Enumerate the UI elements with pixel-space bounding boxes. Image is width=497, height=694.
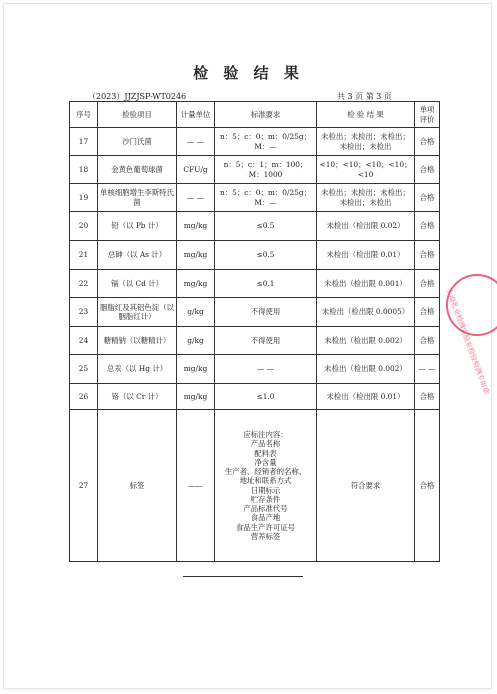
header-evaluation: 单项评价	[415, 102, 440, 128]
cell-item: 总砷（以 As 计）	[98, 241, 177, 270]
cell-result: 符合要求	[317, 410, 415, 562]
cell-no: 25	[70, 355, 98, 384]
cell-requirement: 不得使用	[215, 327, 317, 355]
cell-evaluation: 合格	[415, 384, 440, 410]
table-row	[70, 327, 440, 355]
cell-item: 铅（以 Pb 计）	[98, 212, 177, 241]
cell-requirement: n：5；c：0；m：0/25g；M：—	[215, 184, 317, 212]
cell-evaluation: 合格	[415, 298, 440, 327]
cell-item: 镉（以 Cd 计）	[98, 270, 177, 298]
table-row	[70, 156, 440, 184]
requirement-line: 贮存条件	[250, 494, 281, 504]
cell-evaluation: 合格	[415, 327, 440, 355]
table-row	[70, 128, 440, 156]
cell-evaluation: 合格	[415, 410, 440, 562]
cell-no: 18	[70, 156, 98, 184]
cell-requirement: n：5；c：0；m：0/25g；M：—	[215, 128, 317, 156]
cell-item: 标签	[98, 410, 177, 562]
seal-text: 上海乳业检测实验室检验检测专用章	[444, 287, 491, 396]
end-rule	[183, 576, 303, 577]
cell-requirement: ≤0.5	[215, 212, 317, 241]
cell-evaluation: — —	[415, 355, 440, 384]
header-no: 序号	[70, 102, 98, 128]
header-result: 检 验 结 果	[317, 102, 415, 128]
requirement-line: 净含量	[254, 457, 277, 467]
page-title: 检 验 结 果	[193, 64, 304, 82]
cell-result: <10；<10；<10；<10；<10	[317, 156, 415, 184]
table-header-row	[70, 102, 440, 128]
requirement-line: 食品产地	[250, 513, 281, 523]
cell-requirement: 不得使用	[215, 298, 317, 327]
header-requirement: 标准要求	[215, 102, 317, 128]
cell-evaluation: 合格	[415, 184, 440, 212]
cell-no: 24	[70, 327, 98, 355]
cell-requirement: ≤0.5	[215, 241, 317, 270]
cell-requirement: ≤0.1	[215, 270, 317, 298]
header-unit: 计量单位	[177, 102, 215, 128]
cell-result: 未检出（检出限 0.002）	[317, 355, 415, 384]
cell-evaluation: 合格	[415, 128, 440, 156]
cell-unit: mg/kg	[177, 212, 215, 241]
cell-result: 未检出（检出限 0.01）	[317, 241, 415, 270]
requirement-line: 配料表	[254, 448, 277, 458]
cell-evaluation: 合格	[415, 241, 440, 270]
table-row	[70, 410, 440, 562]
table-row	[70, 241, 440, 270]
cell-result: 未检出（检出限 0.0005）	[317, 298, 415, 327]
cell-evaluation: 合格	[415, 212, 440, 241]
table-row	[70, 184, 440, 212]
cell-item: 沙门氏菌	[98, 128, 177, 156]
cell-result: 未检出；未检出；未检出；未检出；未检出	[317, 128, 415, 156]
cell-item: 铬（以 Cr 计）	[98, 384, 177, 410]
cell-item: 胭脂红及其铝色淀（以胭脂红计）	[98, 298, 177, 327]
cell-result: 未检出（检出限 0.001）	[317, 270, 415, 298]
requirement-line: 产品标准代号	[243, 504, 288, 513]
cell-requirement: ≤1.0	[215, 384, 317, 410]
requirement-line: 地址和联系方式	[239, 476, 292, 486]
requirement-line: 食品生产许可证号	[235, 522, 296, 532]
page-info: 共 3 页 第 3 页	[337, 92, 392, 101]
header-item: 检验项目	[98, 102, 177, 128]
cell-no: 20	[70, 212, 98, 241]
cell-unit: mg/kg	[177, 241, 215, 270]
cell-evaluation: 合格	[415, 156, 440, 184]
cell-unit: mg/kg	[177, 270, 215, 298]
cell-requirement-list	[215, 410, 317, 562]
cell-item: 单核细胞增生李斯特氏菌	[98, 184, 177, 212]
report-number: （2023）JJZJSP-WT0246	[88, 92, 187, 101]
table-row	[70, 298, 440, 327]
cell-no: 17	[70, 128, 98, 156]
table-row	[70, 384, 440, 410]
cell-item: 总汞（以 Hg 计）	[98, 355, 177, 384]
cell-no: 27	[70, 410, 98, 562]
requirement-line: 生产者、经销者的名称、	[224, 467, 307, 476]
cell-no: 26	[70, 384, 98, 410]
cell-evaluation: 合格	[415, 270, 440, 298]
cell-unit: mg/kg	[177, 384, 215, 410]
cell-requirement: n：5；c：1；m：100；M：1000	[215, 156, 317, 184]
cell-unit: — —	[177, 184, 215, 212]
results-table	[69, 101, 440, 562]
cell-requirement: — —	[215, 355, 317, 384]
requirement-line: 日期标示	[250, 485, 281, 495]
requirement-line: 应标注内容：	[243, 430, 288, 439]
cell-result: 未检出；未检出；未检出；未检出；未检出	[317, 184, 415, 212]
cell-no: 21	[70, 241, 98, 270]
cell-unit: g/kg	[177, 327, 215, 355]
requirement-line: 营养标签	[250, 531, 281, 541]
cell-item: 糖精钠（以糖精计）	[98, 327, 177, 355]
requirement-line: 产品名称	[250, 439, 281, 449]
cell-no: 19	[70, 184, 98, 212]
cell-result: 未检出（检出限 0.02）	[317, 212, 415, 241]
table-row	[70, 270, 440, 298]
table-row	[70, 212, 440, 241]
cell-unit: — —	[177, 128, 215, 156]
cell-unit: mg/kg	[177, 355, 215, 384]
cell-item: 金黄色葡萄球菌	[98, 156, 177, 184]
cell-unit: ——	[177, 410, 215, 562]
cell-result: 未检出（检出限 0.002）	[317, 327, 415, 355]
cell-result: 未检出（检出限 0.01）	[317, 384, 415, 410]
cell-no: 22	[70, 270, 98, 298]
table-row	[70, 355, 440, 384]
cell-no: 23	[70, 298, 98, 327]
cell-unit: g/kg	[177, 298, 215, 327]
cell-unit: CFU/g	[177, 156, 215, 184]
